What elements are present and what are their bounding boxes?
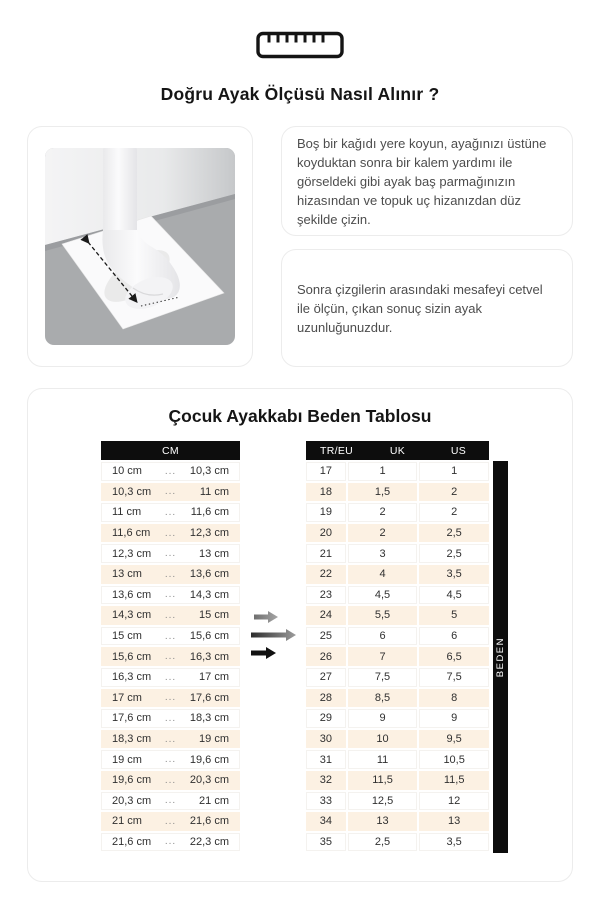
instruction-step-1 <box>281 126 573 236</box>
cm-range-cell: 17,6 cm ... 18,3 cm <box>101 709 240 728</box>
cm-table <box>99 439 242 853</box>
table-row <box>101 483 240 502</box>
size-cell: 13 <box>419 812 489 831</box>
table-row <box>306 730 489 749</box>
cm-range-cell: 10 cm ... 10,3 cm <box>101 462 240 481</box>
cm-table-header-row <box>101 441 240 460</box>
size-cell: 31 <box>306 750 346 769</box>
table-row <box>101 771 240 790</box>
table-row <box>101 544 240 563</box>
cm-range-cell: 15 cm ... 15,6 cm <box>101 627 240 646</box>
size-cell: 6 <box>419 627 489 646</box>
cm-range-cell: 11,6 cm ... 12,3 cm <box>101 524 240 543</box>
size-table-body <box>306 462 489 851</box>
size-cell: 12 <box>419 792 489 811</box>
cm-range-cell: 12,3 cm ... 13 cm <box>101 544 240 563</box>
cm-range-cell: 19 cm ... 19,6 cm <box>101 750 240 769</box>
instruction-step-2 <box>281 249 573 367</box>
cm-range-cell: 13,6 cm ... 14,3 cm <box>101 586 240 605</box>
size-cell: 17 <box>306 462 346 481</box>
table-row <box>101 503 240 522</box>
table-row <box>306 544 489 563</box>
foot-measurement-photo <box>45 148 235 345</box>
cm-range-cell: 21,6 cm ... 22,3 cm <box>101 833 240 852</box>
ruler-icon-svg <box>255 30 345 60</box>
table-row <box>306 524 489 543</box>
table-row <box>101 709 240 728</box>
cm-range-cell: 13 cm ... 13,6 cm <box>101 565 240 584</box>
table-row <box>306 792 489 811</box>
size-cell: 3,5 <box>419 833 489 852</box>
cm-range-cell: 21 cm ... 21,6 cm <box>101 812 240 831</box>
size-axis-label-bar <box>493 461 508 853</box>
size-cell: 8,5 <box>348 689 418 708</box>
size-cell: 11 <box>348 750 418 769</box>
table-row <box>101 812 240 831</box>
size-cell: 34 <box>306 812 346 831</box>
table-row <box>306 627 489 646</box>
measurement-photo-card <box>27 126 253 367</box>
cm-range-cell: 10,3 cm ... 11 cm <box>101 483 240 502</box>
size-cell: 22 <box>306 565 346 584</box>
cm-range-cell: 16,3 cm ... 17 cm <box>101 668 240 687</box>
table-row <box>306 668 489 687</box>
table-row <box>306 833 489 852</box>
table-row <box>306 503 489 522</box>
table-row <box>101 606 240 625</box>
table-row <box>101 833 240 852</box>
cm-table-header: CM <box>101 441 240 460</box>
size-cell: 26 <box>306 647 346 666</box>
instruction-step-1-text: Boş bir kağıdı yere koyun, ayağınızı üstüne koyduktan sonra bir kalem yardımı ile görseldeki gibi ayak baş parmağınızın hizasından ve topuk uç hizanızdan düz şekilde çizin. <box>297 135 547 227</box>
size-cell: 3,5 <box>419 565 489 584</box>
size-cell: 4,5 <box>348 586 418 605</box>
size-cell: 2,5 <box>419 544 489 563</box>
cm-range-cell: 15,6 cm ... 16,3 cm <box>101 647 240 666</box>
size-cell: 10 <box>348 730 418 749</box>
size-cell: 35 <box>306 833 346 852</box>
table-row <box>101 647 240 666</box>
table-row <box>101 792 240 811</box>
table-row <box>306 565 489 584</box>
table-row <box>101 462 240 481</box>
size-cell: 2,5 <box>419 524 489 543</box>
size-cell: 7,5 <box>348 668 418 687</box>
size-cell: 29 <box>306 709 346 728</box>
page-title: Doğru Ayak Ölçüsü Nasıl Alınır ? <box>160 84 440 104</box>
size-table-title: Çocuk Ayakkabı Beden Tablosu <box>168 406 432 426</box>
size-cell: 5 <box>419 606 489 625</box>
size-cell: 1,5 <box>348 483 418 502</box>
size-cell: 3 <box>348 544 418 563</box>
size-cell: 32 <box>306 771 346 790</box>
size-cell: 23 <box>306 586 346 605</box>
size-cell: 2 <box>348 503 418 522</box>
cm-table-body <box>101 462 240 851</box>
header-uk: UK <box>389 444 406 457</box>
instruction-step-2-text: Sonra çizgilerin arasındaki mesafeyi cetvel ile ölçün, çıkan sonuç sizin ayak uzunluğunuzdur. <box>297 281 543 335</box>
size-cell: 11,5 <box>419 771 489 790</box>
size-cell: 27 <box>306 668 346 687</box>
size-cell: 2 <box>419 483 489 502</box>
size-cell: 11,5 <box>348 771 418 790</box>
size-cell: 10,5 <box>419 750 489 769</box>
size-cell: 13 <box>348 812 418 831</box>
size-cell: 2,5 <box>348 833 418 852</box>
size-cell: 20 <box>306 524 346 543</box>
size-cell: 2 <box>348 524 418 543</box>
table-row <box>306 462 489 481</box>
size-cell: 8 <box>419 689 489 708</box>
size-cell: 1 <box>419 462 489 481</box>
size-axis-label: BEDEN <box>495 636 506 678</box>
table-row <box>306 750 489 769</box>
size-cell: 21 <box>306 544 346 563</box>
table-row <box>306 483 489 502</box>
size-cell: 12,5 <box>348 792 418 811</box>
cm-range-cell: 18,3 cm ... 19 cm <box>101 730 240 749</box>
table-row <box>306 709 489 728</box>
table-row <box>306 689 489 708</box>
size-cell: 28 <box>306 689 346 708</box>
cm-range-cell: 19,6 cm ... 20,3 cm <box>101 771 240 790</box>
header-us: US <box>450 444 467 457</box>
size-table-card <box>27 388 573 882</box>
cm-range-cell: 17 cm ... 17,6 cm <box>101 689 240 708</box>
size-cell: 30 <box>306 730 346 749</box>
size-cell: 19 <box>306 503 346 522</box>
instruction-texts <box>281 126 573 367</box>
size-cell: 9,5 <box>419 730 489 749</box>
table-row <box>101 627 240 646</box>
size-cell: 33 <box>306 792 346 811</box>
size-cell: 2 <box>419 503 489 522</box>
table-row <box>101 565 240 584</box>
instruction-section <box>27 126 573 367</box>
table-row <box>306 647 489 666</box>
size-cell: 25 <box>306 627 346 646</box>
size-cell: 9 <box>419 709 489 728</box>
size-cell: 24 <box>306 606 346 625</box>
size-cell: 6 <box>348 627 418 646</box>
table-row <box>101 524 240 543</box>
table-row <box>101 730 240 749</box>
ruler-icon <box>0 30 600 60</box>
size-cell: 18 <box>306 483 346 502</box>
size-cell: 4,5 <box>419 586 489 605</box>
table-row <box>101 750 240 769</box>
table-row <box>101 668 240 687</box>
triple-right-arrows-icon <box>249 608 301 662</box>
size-cell: 7 <box>348 647 418 666</box>
table-row <box>306 771 489 790</box>
table-row <box>306 586 489 605</box>
table-row <box>101 586 240 605</box>
size-cell: 5,5 <box>348 606 418 625</box>
table-row <box>306 606 489 625</box>
size-table-header-row <box>306 441 489 460</box>
size-conversion-table <box>304 439 491 853</box>
size-cell: 7,5 <box>419 668 489 687</box>
table-row <box>101 689 240 708</box>
cm-range-cell: 14,3 cm ... 15 cm <box>101 606 240 625</box>
size-cell: 9 <box>348 709 418 728</box>
size-cell: 4 <box>348 565 418 584</box>
size-cell: 1 <box>348 462 418 481</box>
cm-range-cell: 20,3 cm ... 21 cm <box>101 792 240 811</box>
cm-range-cell: 11 cm ... 11,6 cm <box>101 503 240 522</box>
header-tr-eu: TR/EU <box>320 444 353 457</box>
table-row <box>306 812 489 831</box>
size-cell: 6,5 <box>419 647 489 666</box>
